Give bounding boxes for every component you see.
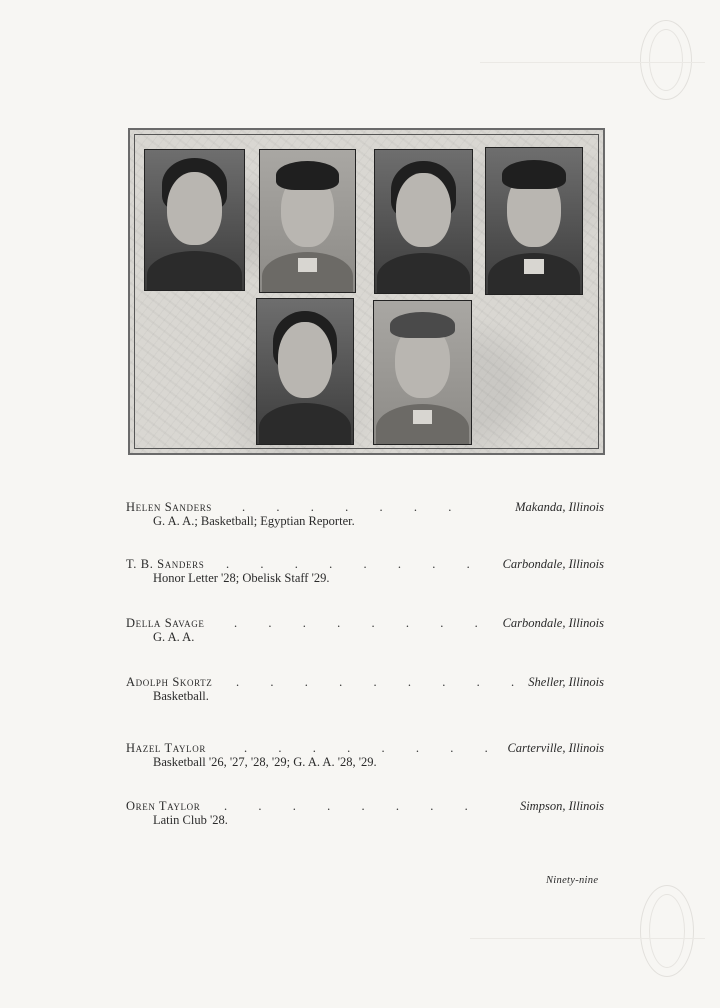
entry-helen-sanders bbox=[126, 500, 604, 528]
activities: Latin Club '28. bbox=[153, 813, 228, 827]
activities: G. A. A.; Basketball; Egyptian Reporter. bbox=[153, 514, 355, 528]
student-name: Helen Sanders bbox=[126, 500, 212, 514]
portrait-tb-sanders bbox=[259, 149, 356, 293]
student-name: Della Savage bbox=[126, 616, 205, 630]
embossed-seal-top bbox=[640, 20, 692, 100]
activities: Basketball '26, '27, '28, '29; G. A. A. '28, '29. bbox=[153, 755, 377, 769]
hometown: Simpson, Illinois bbox=[519, 799, 604, 813]
leader-dots: . . . . . . . . bbox=[244, 741, 488, 755]
leader-dots: . . . . . . . . . bbox=[236, 675, 515, 689]
portrait-helen-sanders bbox=[144, 149, 245, 291]
entry-oren-taylor bbox=[126, 799, 604, 827]
leader-dots: . . . . . . . . bbox=[224, 799, 468, 813]
portrait-oren-taylor bbox=[373, 300, 472, 445]
activities: Honor Letter '28; Obelisk Staff '29. bbox=[153, 571, 330, 585]
portrait-panel bbox=[128, 128, 605, 455]
leader-dots: . . . . . . . . bbox=[226, 557, 470, 571]
portrait-adolph-skortz bbox=[485, 147, 583, 295]
hometown: Sheller, Illinois bbox=[528, 675, 604, 689]
student-name: T. B. Sanders bbox=[126, 557, 205, 571]
faint-rule-bottom bbox=[470, 938, 705, 939]
student-name: Adolph Skortz bbox=[126, 675, 213, 689]
leader-dots: . . . . . . . bbox=[242, 500, 452, 514]
hometown: Carbondale, Illinois bbox=[502, 557, 604, 571]
hometown: Carterville, Illinois bbox=[507, 741, 604, 755]
portrait-hazel-taylor bbox=[256, 298, 354, 445]
embossed-seal-bottom bbox=[640, 885, 694, 977]
faint-rule-top bbox=[480, 62, 705, 63]
student-name: Oren Taylor bbox=[126, 799, 201, 813]
panel-inner-rule-left bbox=[134, 134, 135, 449]
student-name: Hazel Taylor bbox=[126, 741, 206, 755]
entry-tb-sanders bbox=[126, 557, 604, 585]
hometown: Carbondale, Illinois bbox=[502, 616, 604, 630]
hometown: Makanda, Illinois bbox=[515, 500, 604, 514]
panel-inner-rule-top bbox=[134, 134, 599, 135]
portrait-della-savage bbox=[374, 149, 473, 294]
activities: G. A. A. bbox=[153, 630, 195, 644]
panel-inner-rule-bottom bbox=[134, 448, 599, 449]
activities: Basketball. bbox=[153, 689, 209, 703]
panel-inner-rule-right bbox=[598, 134, 599, 449]
entry-della-savage bbox=[126, 616, 604, 644]
entry-adolph-skortz bbox=[126, 675, 604, 703]
entry-hazel-taylor bbox=[126, 741, 604, 769]
leader-dots: . . . . . . . . bbox=[234, 616, 478, 630]
page-number: Ninety-nine bbox=[546, 875, 599, 886]
